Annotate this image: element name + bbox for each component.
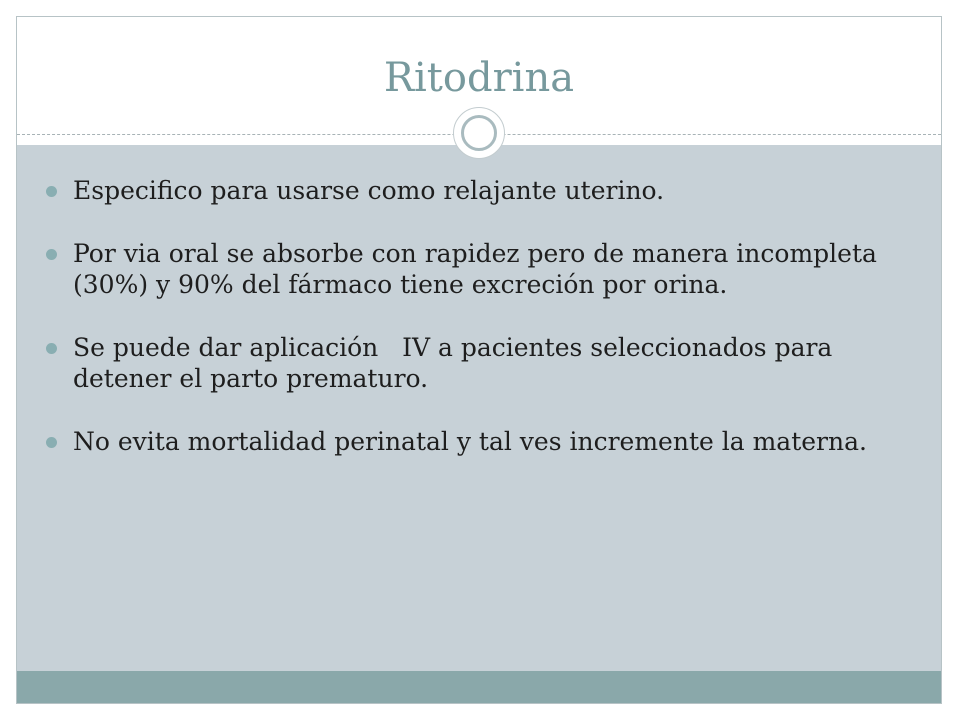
bullet-text: No evita mortalidad perinatal y tal ves incremente la materna. [73,427,867,456]
bullet-item [73,332,911,394]
content-area [17,145,941,671]
bullet-item [73,175,911,206]
circle-ornament-icon [453,107,505,159]
slide-frame [16,16,942,704]
bullet-dot-icon [46,437,57,448]
bullet-dot-icon [46,186,57,197]
footer-bar [17,671,941,704]
bullet-text: Por via oral se absorbe con rapidez pero de manera incompleta (30%) y 90% del fármaco tiene excreción por orina. [73,239,877,299]
bullet-dot-icon [46,343,57,354]
bullet-item [73,238,911,300]
bullet-text: Se puede dar aplicación IV a pacientes seleccionados para detener el parto prematuro. [73,333,841,393]
bullet-text: Especifico para usarse como relajante uterino. [73,176,665,205]
circle-ring-icon [461,115,497,151]
slide-title: Ritodrina [383,55,575,101]
bullet-dot-icon [46,249,57,260]
bullet-item [73,426,911,457]
bullet-list [17,175,941,489]
